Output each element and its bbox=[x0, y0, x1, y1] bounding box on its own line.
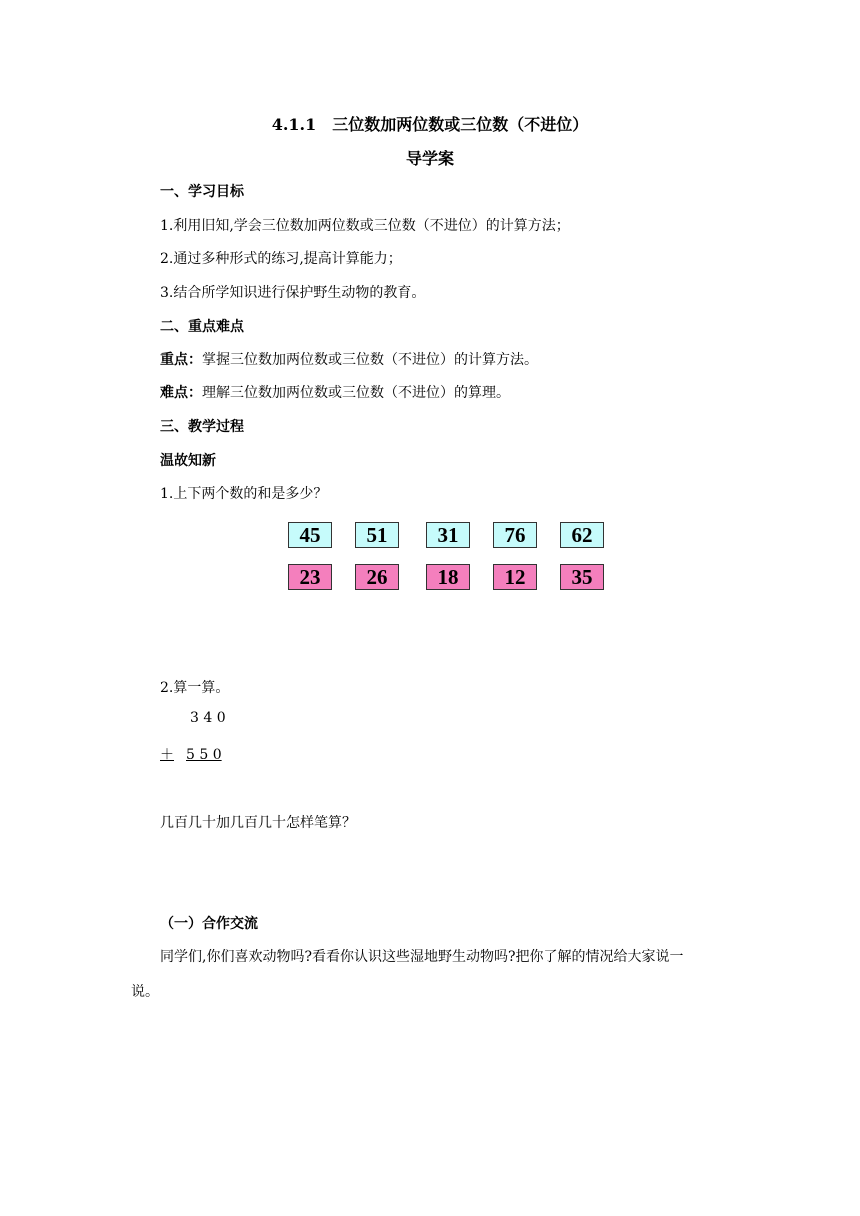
vertical-addend-2: 5 5 0 bbox=[186, 747, 222, 763]
difficulty-text: 理解三位数加两位数或三位数（不进位）的算理。 bbox=[202, 385, 510, 401]
top-number-box: 76 bbox=[493, 522, 537, 548]
question-2: 2.算一算。 bbox=[160, 680, 230, 696]
top-number-box: 51 bbox=[355, 522, 399, 548]
plus-sign: ＋ bbox=[160, 747, 174, 763]
keypoints-heading: 二、重点难点 bbox=[160, 319, 244, 335]
bottom-number-box: 12 bbox=[493, 564, 537, 590]
keypoint-line bbox=[160, 349, 538, 369]
top-number-box: 62 bbox=[560, 522, 604, 548]
vertical-addend-1: 3 4 0 bbox=[190, 710, 226, 726]
vertical-addend-2-line bbox=[160, 744, 222, 764]
keypoint-text: 掌握三位数加两位数或三位数（不进位）的计算方法。 bbox=[202, 352, 538, 368]
review-heading: 温故知新 bbox=[160, 453, 216, 469]
bottom-number-box: 18 bbox=[426, 564, 470, 590]
objective-item: 1.利用旧知,学会三位数加两位数或三位数（不进位）的计算方法； bbox=[160, 218, 570, 234]
top-number-box: 31 bbox=[426, 522, 470, 548]
top-number-box: 45 bbox=[288, 522, 332, 548]
bottom-number-box: 26 bbox=[355, 564, 399, 590]
question-1: 1.上下两个数的和是多少？ bbox=[160, 486, 328, 502]
bottom-number-box: 35 bbox=[560, 564, 604, 590]
process-heading: 三、教学过程 bbox=[160, 419, 244, 435]
difficulty-line bbox=[160, 382, 510, 402]
coop-text-line-2: 说。 bbox=[131, 984, 159, 1000]
bottom-number-box: 23 bbox=[288, 564, 332, 590]
difficulty-label: 难点： bbox=[160, 385, 202, 401]
objectives-heading: 一、学习目标 bbox=[160, 184, 244, 200]
question-3: 几百几十加几百几十怎样笔算？ bbox=[160, 815, 356, 831]
document-title: 4.1.1 三位数加两位数或三位数（不进位） bbox=[271, 115, 589, 134]
objective-item: 3.结合所学知识进行保护野生动物的教育。 bbox=[160, 285, 426, 301]
document-subtitle: 导学案 bbox=[405, 149, 454, 168]
coop-heading: （一）合作交流 bbox=[160, 916, 258, 932]
coop-text-line-1: 同学们,你们喜欢动物吗?看看你认识这些湿地野生动物吗?把你了解的情况给大家说一 bbox=[160, 949, 684, 965]
objective-item: 2.通过多种形式的练习,提高计算能力； bbox=[160, 251, 402, 267]
keypoint-label: 重点： bbox=[160, 352, 202, 368]
